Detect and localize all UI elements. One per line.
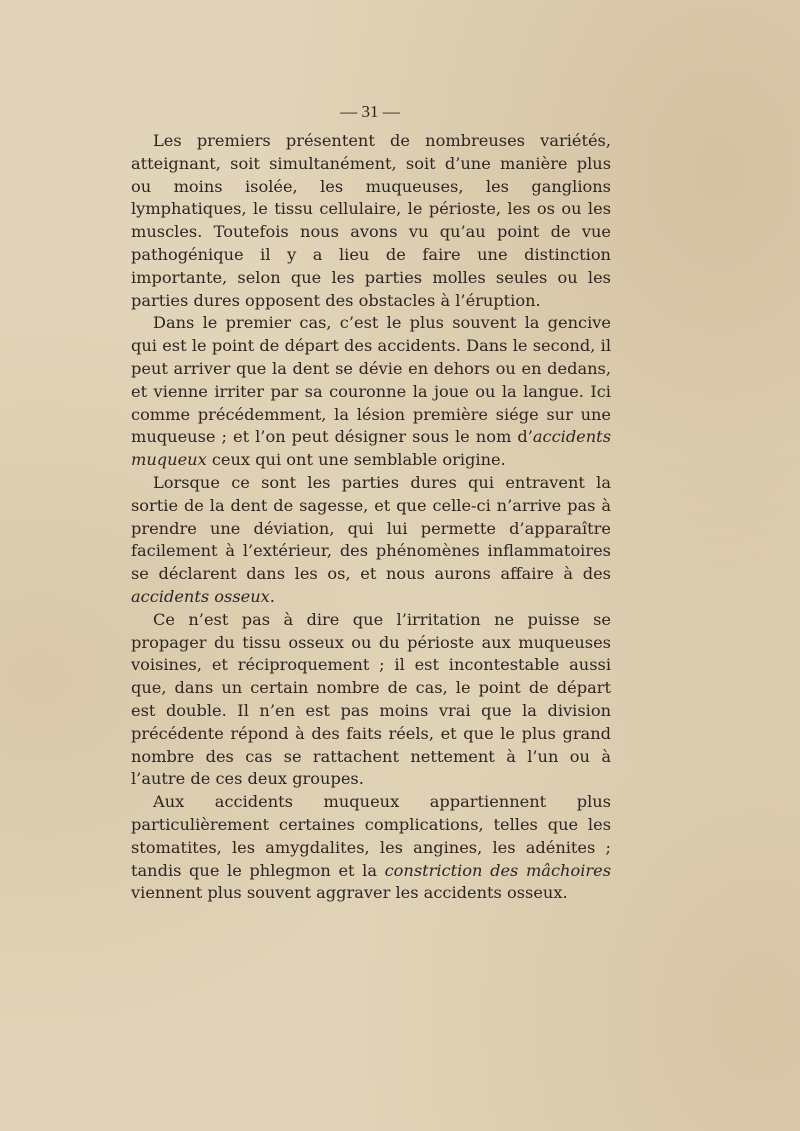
text-segment: Aux accidents muqueux appartiennent plus particulièrement certaines complications, telles que les stomatites, les amygdalites, les angines, les adénites ; tandis que le phlegmon et la — [131, 792, 611, 880]
page-number: — 31 — — [340, 102, 400, 121]
body-text — [131, 130, 611, 905]
text-segment: . — [269, 586, 275, 606]
paragraph — [131, 130, 611, 312]
paragraph — [131, 312, 611, 472]
text-segment: ceux qui ont une semblable origine. — [206, 450, 506, 470]
paragraph — [131, 791, 611, 905]
text-segment: Ce n’est pas à dire que l’irritation ne puisse se propager du tissu osseux ou du périoste aux muqueuses voisines, et réciproquement ; il est incontestable aussi que, dans un certain nombre de cas, le point de départ est double. Il n’en est pas moins vrai que la division précédente répond à des faits réels, et que le plus grand nombre des cas se rattachent nettement à l’un ou à l’autre de ces deux groupes. — [131, 609, 611, 789]
italic-text: constriction des mâchoires — [384, 860, 611, 880]
text-segment: Dans le premier cas, c’est le plus souvent la gencive qui est le point de départ des accidents. Dans le second, il peut arriver que la dent se dévie en dehors ou en dedans, et vienne irriter par sa couronne la joue ou la langue. Ici comme précédemment, la lésion première siége sur une muqueuse ; et l’on peut désigner sous le nom d’ — [131, 313, 611, 447]
text-segment: Lorsque ce sont les parties dures qui entravent la sortie de la dent de sagesse, et que celle-ci n’arrive pas à prendre une déviation, qui lui permette d’apparaître facilement à l’extérieur, des phénomènes inflammatoires se déclarent dans les os, et nous aurons affaire à des — [131, 472, 611, 584]
italic-text: accidents osseux — [131, 586, 270, 606]
paragraph — [131, 609, 611, 791]
text-segment: viennent plus souvent aggraver les accidents osseux. — [131, 883, 568, 903]
paragraph — [131, 472, 611, 609]
text-segment: Les premiers présentent de nombreuses variétés, atteignant, soit simultanément, soit d’une manière plus ou moins isolée, les muqueuses, les ganglions lymphatiques, le tissu cellulaire, le périoste, les os ou les muscles. Toutefois nous avons vu qu’au point de vue pathogénique il y a lieu de faire une distinction importante, selon que les parties molles seules ou les parties dures opposent des obstacles à l’éruption. — [131, 131, 611, 310]
italic-text: accidents muqueux — [131, 427, 611, 470]
